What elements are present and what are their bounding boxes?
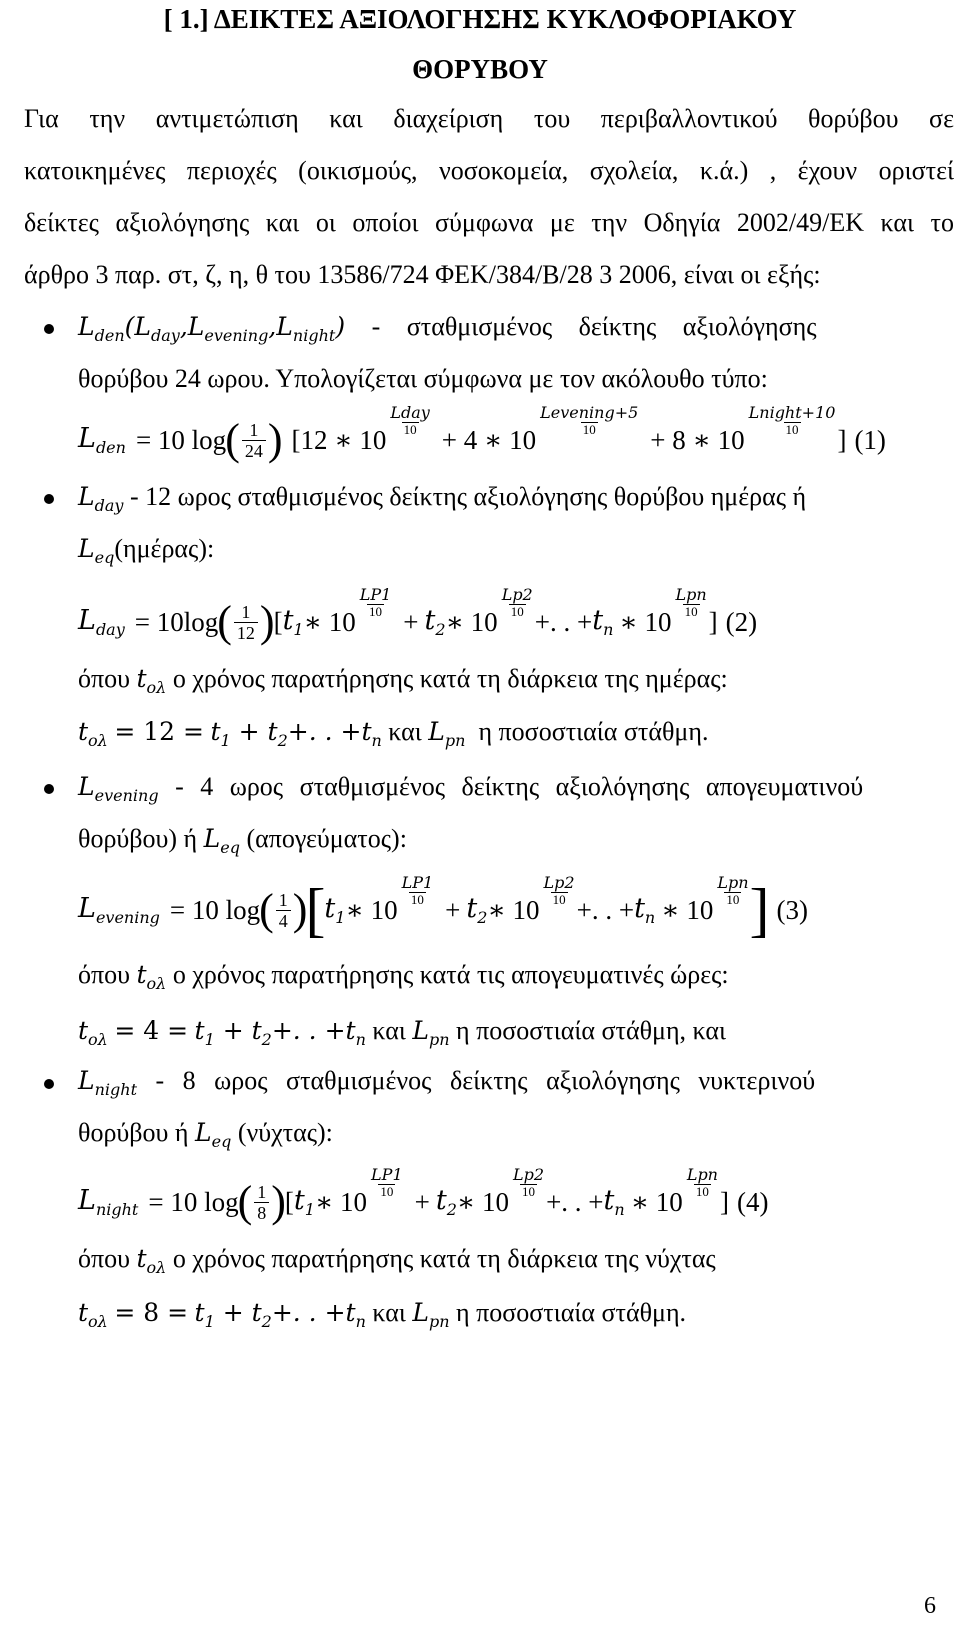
intro-line-2: κατοικημένες περιοχές (οικισμούς, νοσοκομεία, σχολεία, κ.ά.) , έχουν οριστεί: [24, 156, 954, 185]
day-note-1: όπου $t_{o\lambda}$ ο χρόνος παρατήρησης κατά τη διάρκεια της ημέρας:: [78, 664, 728, 697]
intro-line-1: Για την αντιμετώπιση και διαχείριση του περιβαλλοντικού θορύβου σε: [24, 104, 954, 133]
intro-line-3: δείκτες αξιολόγησης και οι οποίοι σύμφωνα με την Οδηγία 2002/49/ΕΚ και το: [24, 208, 954, 237]
den-symbol: $L_{den}(L_{day},L_{evening},L_{night})$: [78, 312, 346, 345]
bullet-day: [44, 494, 54, 504]
day-line-2: $L_{eq}(\eta\mu έ\rho\alpha\varsigma)$:: [78, 534, 215, 567]
page-number: 6: [924, 1593, 936, 1619]
equation-1: $L_{den}$ = 10 log ( $\frac{1}{24}$ ) [12 ∗ 10 $\frac{\text{Lday}}{10}$ + 4 ∗ 10 $\frac{\text{Levening+5}}{10}$ + 8 ∗ 10 $\frac{\text{Lnight+10}}{10}$ ] (1): [78, 402, 886, 464]
evening-definition: $L_{evening} - 4$ ωρος σταθμισμένος δείκτης αξιολόγησης απογευματινού: [78, 772, 864, 805]
bullet-evening: [44, 784, 54, 794]
bullet-den: [44, 324, 54, 334]
bullet-night: [44, 1079, 54, 1089]
night-line-2: θορύβου ή $L_{eq}$ (νύχτας):: [78, 1118, 333, 1151]
night-note-1: όπου $t_{o\lambda}$ ο χρόνος παρατήρησης κατά τη διάρκεια της νύχτας: [78, 1244, 716, 1277]
equation-2: $L_{day}$ = 10log ( $\frac{1}{12}$ ) [ $t_1$ ∗ 10 $\frac{LP1}{10}$ + $t_2$ ∗ 10 $\frac{Lp2}{10}$ +. . + $t_n$ ∗ 10 $\frac{\text{Lpn}}{10}$ ] (2): [78, 584, 758, 646]
day-definition: $L_{day} - 12$ ωρος σταθμισμένος δείκτης αξιολόγησης θορύβου ημέρας ή: [78, 482, 807, 515]
night-note-2: $t_{o\lambda} = 8 = t_1 + t_2+$. . $+t_n$ και $L_{pn}$ η ποσοστιαία στάθμη.: [78, 1298, 687, 1331]
evening-note-1: όπου $t_{o\lambda}$ ο χρόνος παρατήρησης κατά τις απογευματινές ώρες:: [78, 960, 729, 993]
section-heading-cont: ΘΟΡΥΒΟΥ: [412, 54, 548, 84]
night-definition: $L_{night} - 8$ ωρος σταθμισμένος δείκτης αξιολόγησης νυκτερινού: [78, 1066, 816, 1099]
equation-3: $L_{evening}$ = 10 log ( $\frac{1}{4}$ ) [ $t_1$ ∗ 10 $\frac{LP1}{10}$ + $t_2$ ∗ 10 $\frac{Lp2}{10}$ +. . + $t_n$ ∗ 10 $\frac{\text{Lpn}}{10}$ ] (3): [78, 872, 808, 943]
evening-note-2: $t_{o\lambda} = 4 = t_1 + t_2+$. . $+t_n$ και $L_{pn}$ η ποσοστιαία στάθμη, και: [78, 1016, 727, 1049]
den-definition: $L_{den}(L_{day},L_{evening},L_{night})$ - σταθμισμένος δείκτης αξιολόγησης: [78, 312, 817, 345]
section-heading: [ 1.] ΔΕΙΚΤΕΣ ΑΞΙΟΛΟΓΗΣΗΣ ΚΥΚΛΟΦΟΡΙΑΚΟΥ: [163, 4, 797, 34]
evening-line-2: θορύβου) ή $L_{eq}$ (απογεύματος):: [78, 824, 407, 857]
den-line-2: θορύβου 24 ωρου. Υπολογίζεται σύμφωνα με τον ακόλουθο τύπο:: [78, 364, 768, 393]
day-note-2: $t_{o\lambda} = 12 = t_1 + t_2+$. . $+t_n$ και $L_{pn}$ η ποσοστιαία στάθμη.: [78, 717, 709, 750]
intro-line-4: άρθρο 3 παρ. στ, ζ, η, θ του 13586/724 ΦΕΚ/384/Β/28 3 2006, είναι οι εξής:: [24, 260, 821, 289]
equation-4: $L_{night}$ = 10 log ( $\frac{1}{8}$ ) [ $t_1$ ∗ 10 $\frac{LP1}{10}$ + $t_2$ ∗ 10 $\frac{Lp2}{10}$ +. . + $t_n$ ∗ 10 $\frac{\text{Lpn}}{10}$ ] (4): [78, 1164, 769, 1226]
